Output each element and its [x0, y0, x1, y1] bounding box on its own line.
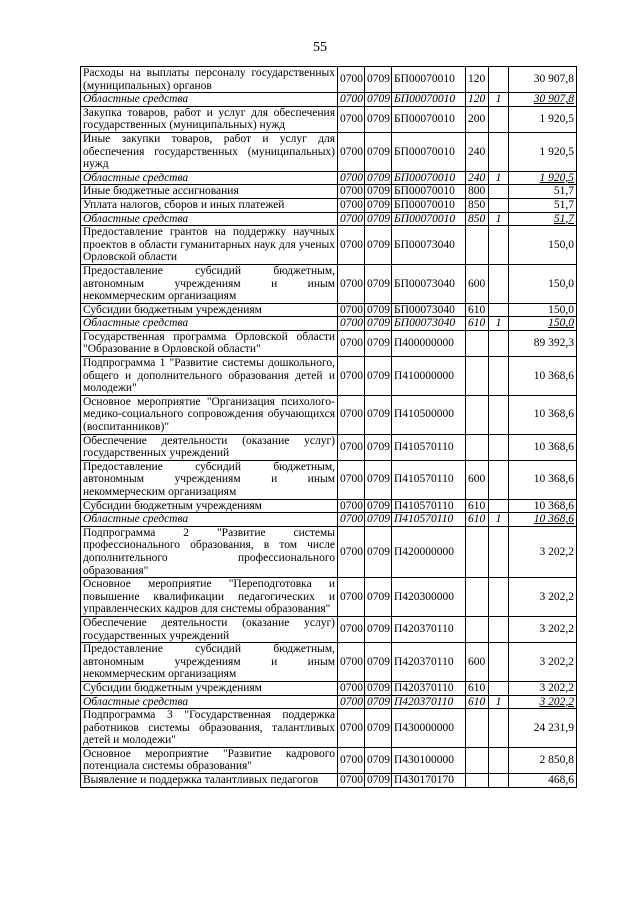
subsection-code-cell: 0709: [365, 67, 392, 93]
expense-type-cell: 240: [466, 171, 489, 185]
target-article-cell: П410570110: [392, 513, 466, 527]
amount-cell: 150,0: [509, 317, 577, 331]
group-code-cell: [489, 774, 509, 788]
target-article-cell: БП00073040: [392, 303, 466, 317]
expense-name-cell: Субсидии бюджетным учреждениям: [81, 499, 338, 513]
expense-type-cell: [466, 357, 489, 396]
group-code-cell: [489, 499, 509, 513]
group-code-cell: 1: [489, 171, 509, 185]
section-code-cell: 0700: [338, 226, 365, 265]
amount-cell: 2 850,8: [509, 747, 577, 773]
group-code-cell: [489, 578, 509, 617]
section-code-cell: 0700: [338, 709, 365, 748]
target-article-cell: БП00070010: [392, 106, 466, 132]
target-article-cell: П420300000: [392, 578, 466, 617]
amount-cell: 468,6: [509, 774, 577, 788]
table-row: [81, 616, 577, 642]
expense-type-cell: 120: [466, 67, 489, 93]
group-code-cell: [489, 226, 509, 265]
table-row: [81, 513, 577, 527]
budget-table: [80, 66, 577, 788]
section-code-cell: 0700: [338, 132, 365, 171]
section-code-cell: 0700: [338, 357, 365, 396]
target-article-cell: П420370110: [392, 681, 466, 695]
target-article-cell: БП00070010: [392, 67, 466, 93]
expense-name-cell: Обеспечение деятельности (оказание услуг) государственных учреждений: [81, 434, 338, 460]
expense-name-cell: Предоставление грантов на поддержку научных проектов в области гуманитарных наук для ученых Орловской области: [81, 226, 338, 265]
group-code-cell: [489, 330, 509, 356]
table-row: [81, 499, 577, 513]
target-article-cell: П410570110: [392, 434, 466, 460]
table-row: [81, 526, 577, 577]
target-article-cell: БП00073040: [392, 226, 466, 265]
expense-type-cell: 610: [466, 681, 489, 695]
section-code-cell: 0700: [338, 395, 365, 434]
expense-type-cell: 610: [466, 695, 489, 709]
subsection-code-cell: 0709: [365, 330, 392, 356]
amount-cell: 150,0: [509, 264, 577, 303]
amount-cell: 3 202,2: [509, 578, 577, 617]
table-row: [81, 93, 577, 107]
subsection-code-cell: 0709: [365, 132, 392, 171]
expense-type-cell: 610: [466, 499, 489, 513]
page-number: 55: [313, 40, 327, 55]
expense-name-cell: Субсидии бюджетным учреждениям: [81, 681, 338, 695]
group-code-cell: [489, 747, 509, 773]
section-code-cell: 0700: [338, 513, 365, 527]
expense-name-cell: Иные бюджетные ассигнования: [81, 185, 338, 199]
target-article-cell: П400000000: [392, 330, 466, 356]
target-article-cell: БП00070010: [392, 171, 466, 185]
group-code-cell: 1: [489, 317, 509, 331]
expense-type-cell: 200: [466, 106, 489, 132]
amount-cell: 10 368,6: [509, 395, 577, 434]
expense-name-cell: Государственная программа Орловской области "Образование в Орловской области": [81, 330, 338, 356]
target-article-cell: П410570110: [392, 499, 466, 513]
amount-cell: 1 920,5: [509, 171, 577, 185]
amount-cell: 150,0: [509, 303, 577, 317]
target-article-cell: БП00073040: [392, 317, 466, 331]
expense-name-cell: Областные средства: [81, 171, 338, 185]
subsection-code-cell: 0709: [365, 317, 392, 331]
expense-type-cell: [466, 526, 489, 577]
amount-cell: 51,7: [509, 185, 577, 199]
expense-name-cell: Основное мероприятие "Переподготовка и повышение квалификации педагогических и управленческих кадров для системы образования": [81, 578, 338, 617]
group-code-cell: [489, 395, 509, 434]
amount-cell: 10 368,6: [509, 434, 577, 460]
expense-type-cell: [466, 616, 489, 642]
table-row: [81, 67, 577, 93]
amount-cell: 30 907,8: [509, 67, 577, 93]
subsection-code-cell: 0709: [365, 357, 392, 396]
expense-name-cell: Предоставление субсидий бюджетным, автономным учреждениям и иным некоммерческим организациям: [81, 264, 338, 303]
group-code-cell: [489, 460, 509, 499]
amount-cell: 3 202,2: [509, 616, 577, 642]
amount-cell: 51,7: [509, 212, 577, 226]
expense-type-cell: 800: [466, 185, 489, 199]
target-article-cell: П420000000: [392, 526, 466, 577]
expense-name-cell: Основное мероприятие "Развитие кадрового потенциала системы образования": [81, 747, 338, 773]
expense-name-cell: Закупка товаров, работ и услуг для обеспечения государственных (муниципальных) нужд: [81, 106, 338, 132]
table-row: [81, 357, 577, 396]
group-code-cell: 1: [489, 695, 509, 709]
table-row: [81, 460, 577, 499]
expense-name-cell: Уплата налогов, сборов и иных платежей: [81, 198, 338, 212]
table-row: [81, 185, 577, 199]
subsection-code-cell: 0709: [365, 460, 392, 499]
target-article-cell: П410000000: [392, 357, 466, 396]
subsection-code-cell: 0709: [365, 185, 392, 199]
amount-cell: 10 368,6: [509, 357, 577, 396]
group-code-cell: 1: [489, 93, 509, 107]
subsection-code-cell: 0709: [365, 526, 392, 577]
amount-cell: 51,7: [509, 198, 577, 212]
table-row: [81, 303, 577, 317]
section-code-cell: 0700: [338, 106, 365, 132]
expense-name-cell: Подпрограмма 2 "Развитие системы профессионального образования, в том числе дополнительного профессионального образования": [81, 526, 338, 577]
amount-cell: 24 231,9: [509, 709, 577, 748]
subsection-code-cell: 0709: [365, 747, 392, 773]
group-code-cell: [489, 303, 509, 317]
group-code-cell: [489, 264, 509, 303]
expense-type-cell: [466, 709, 489, 748]
target-article-cell: БП00073040: [392, 264, 466, 303]
subsection-code-cell: 0709: [365, 434, 392, 460]
target-article-cell: БП00070010: [392, 212, 466, 226]
subsection-code-cell: 0709: [365, 709, 392, 748]
expense-name-cell: Областные средства: [81, 695, 338, 709]
section-code-cell: 0700: [338, 185, 365, 199]
table-row: [81, 132, 577, 171]
section-code-cell: 0700: [338, 526, 365, 577]
subsection-code-cell: 0709: [365, 616, 392, 642]
subsection-code-cell: 0709: [365, 513, 392, 527]
section-code-cell: 0700: [338, 303, 365, 317]
subsection-code-cell: 0709: [365, 395, 392, 434]
group-code-cell: [489, 709, 509, 748]
table-row: [81, 226, 577, 265]
amount-cell: 3 202,2: [509, 681, 577, 695]
table-row: [81, 198, 577, 212]
group-code-cell: [489, 681, 509, 695]
expense-type-cell: [466, 578, 489, 617]
expense-type-cell: 610: [466, 317, 489, 331]
amount-cell: 30 907,8: [509, 93, 577, 107]
group-code-cell: [489, 526, 509, 577]
amount-cell: 1 920,5: [509, 106, 577, 132]
table-row: [81, 264, 577, 303]
table-row: [81, 330, 577, 356]
subsection-code-cell: 0709: [365, 303, 392, 317]
expense-name-cell: Подпрограмма 1 "Развитие системы дошкольного, общего и дополнительного образования детей и молодежи": [81, 357, 338, 396]
amount-cell: 3 202,2: [509, 695, 577, 709]
budget-table-body: [81, 67, 577, 788]
amount-cell: 3 202,2: [509, 526, 577, 577]
expense-name-cell: Подпрограмма 3 "Государственная поддержка работников системы образования, талантливых детей и молодежи": [81, 709, 338, 748]
expense-name-cell: Областные средства: [81, 93, 338, 107]
group-code-cell: [489, 198, 509, 212]
section-code-cell: 0700: [338, 499, 365, 513]
amount-cell: 89 392,3: [509, 330, 577, 356]
expense-name-cell: Областные средства: [81, 212, 338, 226]
target-article-cell: П430170170: [392, 774, 466, 788]
expense-type-cell: 240: [466, 132, 489, 171]
expense-type-cell: 600: [466, 643, 489, 682]
expense-type-cell: 850: [466, 212, 489, 226]
subsection-code-cell: 0709: [365, 212, 392, 226]
table-row: [81, 643, 577, 682]
target-article-cell: П430100000: [392, 747, 466, 773]
section-code-cell: 0700: [338, 747, 365, 773]
section-code-cell: 0700: [338, 695, 365, 709]
subsection-code-cell: 0709: [365, 106, 392, 132]
expense-name-cell: Расходы на выплаты персоналу государственных (муниципальных) органов: [81, 67, 338, 93]
expense-name-cell: Предоставление субсидий бюджетным, автономным учреждениям и иным некоммерческим организациям: [81, 643, 338, 682]
expense-name-cell: Иные закупки товаров, работ и услуг для обеспечения государственных (муниципальных) нужд: [81, 132, 338, 171]
table-row: [81, 395, 577, 434]
amount-cell: 10 368,6: [509, 513, 577, 527]
expense-type-cell: 600: [466, 264, 489, 303]
subsection-code-cell: 0709: [365, 264, 392, 303]
target-article-cell: П410500000: [392, 395, 466, 434]
section-code-cell: 0700: [338, 67, 365, 93]
expense-type-cell: 610: [466, 303, 489, 317]
section-code-cell: 0700: [338, 317, 365, 331]
target-article-cell: БП00070010: [392, 198, 466, 212]
amount-cell: 3 202,2: [509, 643, 577, 682]
section-code-cell: 0700: [338, 264, 365, 303]
expense-type-cell: [466, 774, 489, 788]
table-row: [81, 434, 577, 460]
expense-name-cell: Субсидии бюджетным учреждениям: [81, 303, 338, 317]
section-code-cell: 0700: [338, 578, 365, 617]
section-code-cell: 0700: [338, 681, 365, 695]
section-code-cell: 0700: [338, 330, 365, 356]
group-code-cell: [489, 106, 509, 132]
subsection-code-cell: 0709: [365, 198, 392, 212]
table-row: [81, 212, 577, 226]
target-article-cell: П410570110: [392, 460, 466, 499]
expense-name-cell: Выявление и поддержка талантливых педагогов: [81, 774, 338, 788]
section-code-cell: 0700: [338, 643, 365, 682]
section-code-cell: 0700: [338, 212, 365, 226]
expense-type-cell: [466, 330, 489, 356]
table-row: [81, 709, 577, 748]
expense-type-cell: [466, 747, 489, 773]
subsection-code-cell: 0709: [365, 93, 392, 107]
section-code-cell: 0700: [338, 616, 365, 642]
expense-type-cell: 610: [466, 513, 489, 527]
subsection-code-cell: 0709: [365, 578, 392, 617]
group-code-cell: [489, 616, 509, 642]
expense-name-cell: Предоставление субсидий бюджетным, автономным учреждениям и иным некоммерческим организациям: [81, 460, 338, 499]
section-code-cell: 0700: [338, 171, 365, 185]
target-article-cell: П420370110: [392, 616, 466, 642]
table-row: [81, 681, 577, 695]
table-row: [81, 695, 577, 709]
group-code-cell: [489, 643, 509, 682]
section-code-cell: 0700: [338, 93, 365, 107]
group-code-cell: 1: [489, 212, 509, 226]
subsection-code-cell: 0709: [365, 643, 392, 682]
amount-cell: 1 920,5: [509, 132, 577, 171]
table-row: [81, 578, 577, 617]
group-code-cell: [489, 357, 509, 396]
amount-cell: 10 368,6: [509, 499, 577, 513]
target-article-cell: БП00070010: [392, 132, 466, 171]
target-article-cell: П420370110: [392, 643, 466, 682]
group-code-cell: [489, 67, 509, 93]
expense-type-cell: 600: [466, 460, 489, 499]
section-code-cell: 0700: [338, 198, 365, 212]
target-article-cell: БП00070010: [392, 185, 466, 199]
section-code-cell: 0700: [338, 460, 365, 499]
table-row: [81, 171, 577, 185]
expense-type-cell: [466, 395, 489, 434]
table-row: [81, 317, 577, 331]
table-row: [81, 747, 577, 773]
target-article-cell: БП00070010: [392, 93, 466, 107]
group-code-cell: 1: [489, 513, 509, 527]
subsection-code-cell: 0709: [365, 171, 392, 185]
section-code-cell: 0700: [338, 774, 365, 788]
subsection-code-cell: 0709: [365, 695, 392, 709]
table-row: [81, 774, 577, 788]
section-code-cell: 0700: [338, 434, 365, 460]
group-code-cell: [489, 132, 509, 171]
expense-name-cell: Обеспечение деятельности (оказание услуг) государственных учреждений: [81, 616, 338, 642]
group-code-cell: [489, 185, 509, 199]
target-article-cell: П420370110: [392, 695, 466, 709]
subsection-code-cell: 0709: [365, 226, 392, 265]
expense-type-cell: [466, 226, 489, 265]
expense-type-cell: 120: [466, 93, 489, 107]
subsection-code-cell: 0709: [365, 774, 392, 788]
table-row: [81, 106, 577, 132]
subsection-code-cell: 0709: [365, 681, 392, 695]
expense-type-cell: 850: [466, 198, 489, 212]
group-code-cell: [489, 434, 509, 460]
amount-cell: 150,0: [509, 226, 577, 265]
expense-type-cell: [466, 434, 489, 460]
expense-name-cell: Основное мероприятие "Организация психолого-медико-социального сопровождения обучающихся (воспитанников)": [81, 395, 338, 434]
expense-name-cell: Областные средства: [81, 317, 338, 331]
expense-name-cell: Областные средства: [81, 513, 338, 527]
target-article-cell: П430000000: [392, 709, 466, 748]
subsection-code-cell: 0709: [365, 499, 392, 513]
amount-cell: 10 368,6: [509, 460, 577, 499]
